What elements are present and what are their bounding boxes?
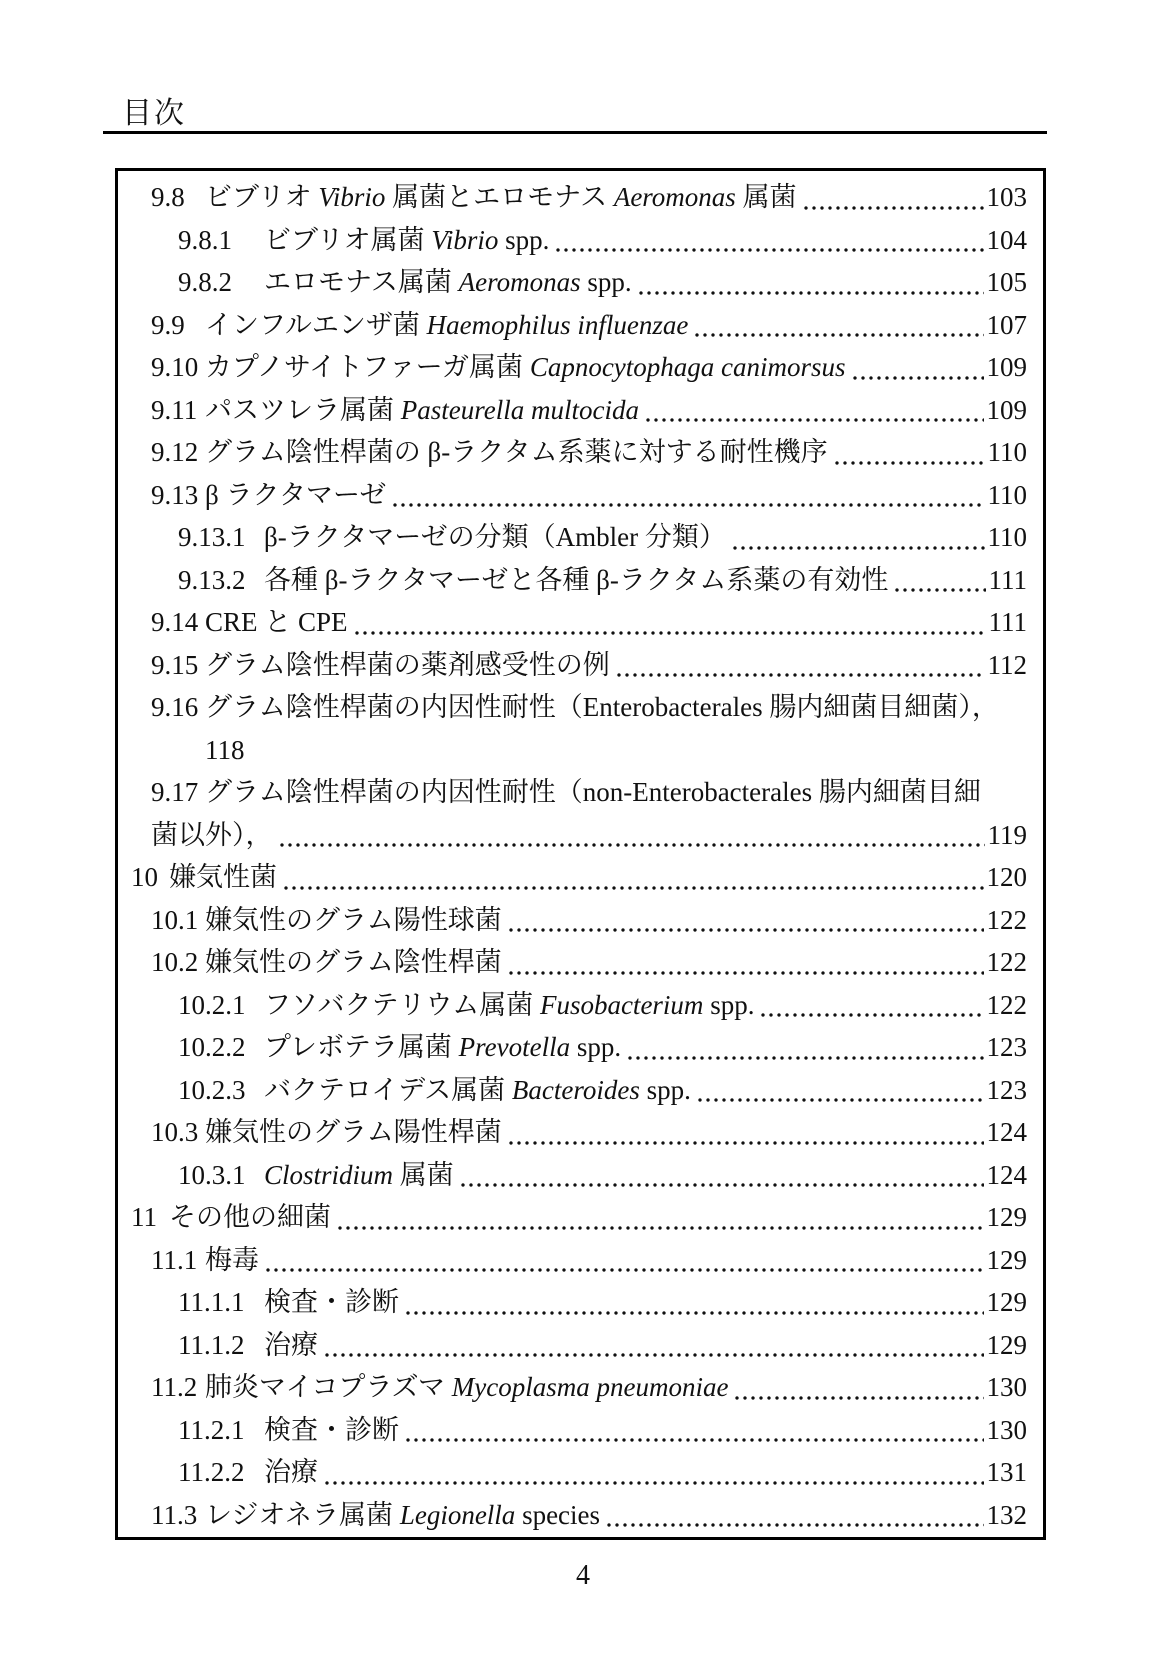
toc-entry-title: 治療	[264, 1457, 318, 1487]
toc-entry-number: 11.1.2	[178, 1329, 245, 1360]
toc-entry-title: 治療	[264, 1329, 318, 1360]
toc-entry-number: 9.14	[151, 607, 199, 637]
header-rule	[103, 131, 1047, 134]
toc-page-number: 124	[986, 1159, 1027, 1190]
toc-entry-title: 検査・診断	[264, 1287, 399, 1317]
toc-page-number: 111	[988, 564, 1027, 595]
toc-entry	[118, 1494, 1027, 1537]
dot-leader	[406, 1437, 984, 1443]
toc-page-number: 129	[986, 1329, 1027, 1360]
toc-entry-number: 9.13.2	[178, 564, 246, 595]
dot-leader	[461, 1182, 984, 1188]
toc-box	[115, 168, 1046, 1540]
toc-entry-title: 嫌気性菌	[169, 862, 277, 892]
toc-entry	[118, 941, 1027, 984]
toc-entry-number: 10.1	[151, 904, 199, 935]
toc-entry-title: ビブリオ属菌 Vibrio spp.	[264, 224, 550, 255]
toc-entry-number: 9.11	[151, 394, 198, 425]
toc-entry-number: 10.2.3	[178, 1074, 246, 1105]
toc-entry	[118, 1451, 1027, 1494]
toc-entry	[118, 1026, 1027, 1069]
dot-leader	[698, 1097, 984, 1103]
toc-page-number: 110	[987, 437, 1027, 467]
toc-page-number: 132	[986, 1499, 1027, 1530]
toc-entry-number: 11	[131, 1202, 157, 1232]
toc-entry-number: 9.17	[151, 777, 199, 807]
dot-leader	[266, 1267, 984, 1273]
dot-leader	[607, 1522, 983, 1528]
dot-leader	[895, 587, 985, 593]
toc-page-number: 110	[987, 522, 1027, 552]
toc-entry	[118, 686, 1027, 729]
footer-page-number: 4	[576, 1560, 590, 1591]
toc-entry	[118, 1281, 1027, 1324]
toc-entry-title: グラム陰性桿菌の内因性耐性（non-Enterobacterales 腸内細菌目細	[205, 777, 981, 807]
toc-entry-title: パスツレラ属菌 Pasteurella multocida	[205, 394, 639, 425]
toc-entry-number: 11.2	[151, 1372, 198, 1402]
toc-entry	[118, 431, 1027, 474]
toc-entry	[118, 389, 1027, 432]
toc-page-number: 123	[986, 1074, 1027, 1105]
toc-page-number: 130	[986, 1414, 1027, 1445]
dot-leader	[406, 1310, 984, 1316]
toc-entry-title: 嫌気性のグラム陰性桿菌	[205, 947, 502, 977]
toc-entry-number: 9.15	[151, 649, 199, 680]
toc-entry-number: 9.12	[151, 437, 199, 467]
toc-page-number: 130	[986, 1372, 1027, 1402]
toc-entry-number: 10.3	[151, 1117, 199, 1147]
toc-page-number: 131	[986, 1457, 1027, 1487]
toc-page-number: 129	[986, 1244, 1027, 1275]
toc-page-number: 112	[987, 649, 1027, 680]
dot-leader	[835, 460, 985, 466]
toc-entry	[118, 1239, 1027, 1282]
dot-leader	[325, 1480, 984, 1486]
dot-leader	[804, 205, 984, 211]
dot-leader	[284, 885, 984, 891]
toc-entry-title: バクテロイデス属菌 Bacteroides spp.	[264, 1074, 691, 1105]
toc-entry-title: プレボテラ属菌 Prevotella spp.	[264, 1032, 622, 1062]
dot-leader	[509, 1140, 984, 1146]
dot-leader	[355, 630, 986, 636]
toc-page-number: 122	[986, 904, 1027, 935]
toc-entry-number: 10.2.1	[178, 989, 246, 1020]
toc-entry	[118, 771, 1027, 814]
toc-page-number: 111	[988, 607, 1027, 637]
toc-entry	[118, 219, 1027, 262]
dot-leader	[853, 375, 984, 381]
toc-entry-number: 9.8.1	[178, 224, 232, 255]
toc-entry-number: 11.1	[151, 1244, 198, 1275]
toc-entry	[118, 856, 1027, 899]
toc-page-number: 120	[986, 862, 1027, 892]
dot-leader	[761, 1012, 983, 1018]
dot-leader	[280, 842, 985, 848]
toc-entry	[118, 1409, 1027, 1452]
toc-entry	[118, 559, 1027, 602]
toc-page-number: 105	[986, 267, 1027, 297]
toc-entry-title: レジオネラ属菌 Legionella species	[205, 1499, 601, 1530]
toc-page-number: 109	[986, 394, 1027, 425]
toc-entry-number: 9.9	[151, 309, 185, 340]
toc-entry-title: グラム陰性桿菌の薬剤感受性の例	[205, 649, 610, 680]
toc-entry-number: 10.2.2	[178, 1032, 246, 1062]
toc-entry-title: β ラクタマーゼ	[205, 479, 387, 510]
toc-entry	[118, 1324, 1027, 1367]
toc-entry-number: 9.16	[151, 692, 199, 722]
dot-leader	[735, 1395, 983, 1401]
toc-page-number: 122	[986, 989, 1027, 1020]
toc-page-number: 123	[986, 1032, 1027, 1062]
toc-entry	[118, 601, 1027, 644]
dot-leader	[393, 502, 984, 508]
toc-entry-title: インフルエンザ菌 Haemophilus influenzae	[205, 309, 689, 340]
toc-page-number: 104	[986, 224, 1027, 255]
toc-entry	[118, 1069, 1027, 1112]
toc-entry-title: その他の細菌	[169, 1202, 331, 1232]
toc-entry-number: 11.3	[151, 1499, 198, 1530]
toc-entry-number: 9.10	[151, 352, 199, 382]
dot-leader	[556, 247, 983, 253]
toc-entry-number: 9.8	[151, 182, 185, 212]
dot-leader	[325, 1352, 984, 1358]
dot-leader	[628, 1055, 983, 1061]
dot-leader	[733, 545, 985, 551]
toc-entry-title: 嫌気性のグラム陽性桿菌	[205, 1117, 502, 1147]
toc-entry-title: 検査・診断	[264, 1414, 399, 1445]
toc-entry	[118, 1111, 1027, 1154]
dot-leader	[695, 332, 983, 338]
toc-entry-title: 118	[205, 734, 245, 765]
toc-page-number: 109	[986, 352, 1027, 382]
toc-entry-number: 9.13	[151, 479, 199, 510]
toc-page-number: 119	[987, 819, 1027, 850]
toc-entry	[118, 516, 1027, 559]
toc-entry-number: 11.2.1	[178, 1414, 245, 1445]
toc-page-number: 124	[986, 1117, 1027, 1147]
toc-entry-title: グラム陰性桿菌の内因性耐性（Enterobacterales 腸内細菌目細菌），	[205, 692, 999, 722]
page-title: 目次	[122, 97, 186, 130]
toc-entry-title: フソバクテリウム属菌 Fusobacterium spp.	[264, 989, 755, 1020]
dot-leader	[639, 290, 984, 296]
dot-leader	[646, 417, 984, 423]
toc-entry	[118, 1196, 1027, 1239]
toc-entry	[118, 984, 1027, 1027]
toc-entry-number: 9.8.2	[178, 267, 232, 297]
toc-entry-number: 10	[131, 862, 158, 892]
toc-entry	[118, 899, 1027, 942]
toc-page-number: 129	[986, 1202, 1027, 1232]
toc-entry-title: 肺炎マイコプラズマ Mycoplasma pneumoniae	[205, 1372, 729, 1402]
toc-entry-title: グラム陰性桿菌の β-ラクタム系薬に対する耐性機序	[205, 437, 828, 467]
toc-entry-number: 11.2.2	[178, 1457, 245, 1487]
toc-entry-title: β-ラクタマーゼの分類（Ambler 分類）	[264, 522, 726, 552]
toc-entry	[118, 644, 1027, 687]
toc-entry	[118, 346, 1027, 389]
dot-leader	[509, 970, 984, 976]
toc-entry	[118, 176, 1027, 219]
toc-entry-continuation	[118, 814, 1027, 857]
toc-entry-number: 10.2	[151, 947, 199, 977]
toc-entry-number: 11.1.1	[178, 1287, 245, 1317]
toc-entry	[118, 1154, 1027, 1197]
toc-entry-title: 菌以外），	[151, 819, 273, 850]
dot-leader	[338, 1225, 984, 1231]
toc-entry-continuation	[118, 729, 1027, 772]
toc-page-number: 129	[986, 1287, 1027, 1317]
toc-entry	[118, 474, 1027, 517]
toc-entry-title: 各種 β-ラクタマーゼと各種 β-ラクタム系薬の有効性	[264, 564, 889, 595]
toc-entry	[118, 261, 1027, 304]
toc-page-number: 103	[986, 182, 1027, 212]
toc-page-number: 107	[986, 309, 1027, 340]
toc-entry-title: カプノサイトファーガ属菌 Capnocytophaga canimorsus	[205, 352, 846, 382]
toc-entry-title: CRE と CPE	[205, 607, 348, 637]
dot-leader	[617, 672, 985, 678]
toc-entry-title: Clostridium 属菌	[264, 1159, 454, 1190]
dot-leader	[509, 927, 984, 933]
toc-entry-title: ビブリオ Vibrio 属菌とエロモナス Aeromonas 属菌	[205, 182, 797, 212]
toc-entry-number: 9.13.1	[178, 522, 246, 552]
toc-page-number: 122	[986, 947, 1027, 977]
toc-entry-title: エロモナス属菌 Aeromonas spp.	[264, 267, 632, 297]
toc-entry-title: 梅毒	[205, 1244, 259, 1275]
toc-entry-number: 10.3.1	[178, 1159, 246, 1190]
toc-entry-title: 嫌気性のグラム陽性球菌	[205, 904, 502, 935]
toc-entry	[118, 304, 1027, 347]
toc-entry	[118, 1366, 1027, 1409]
toc-page-number: 110	[987, 479, 1027, 510]
